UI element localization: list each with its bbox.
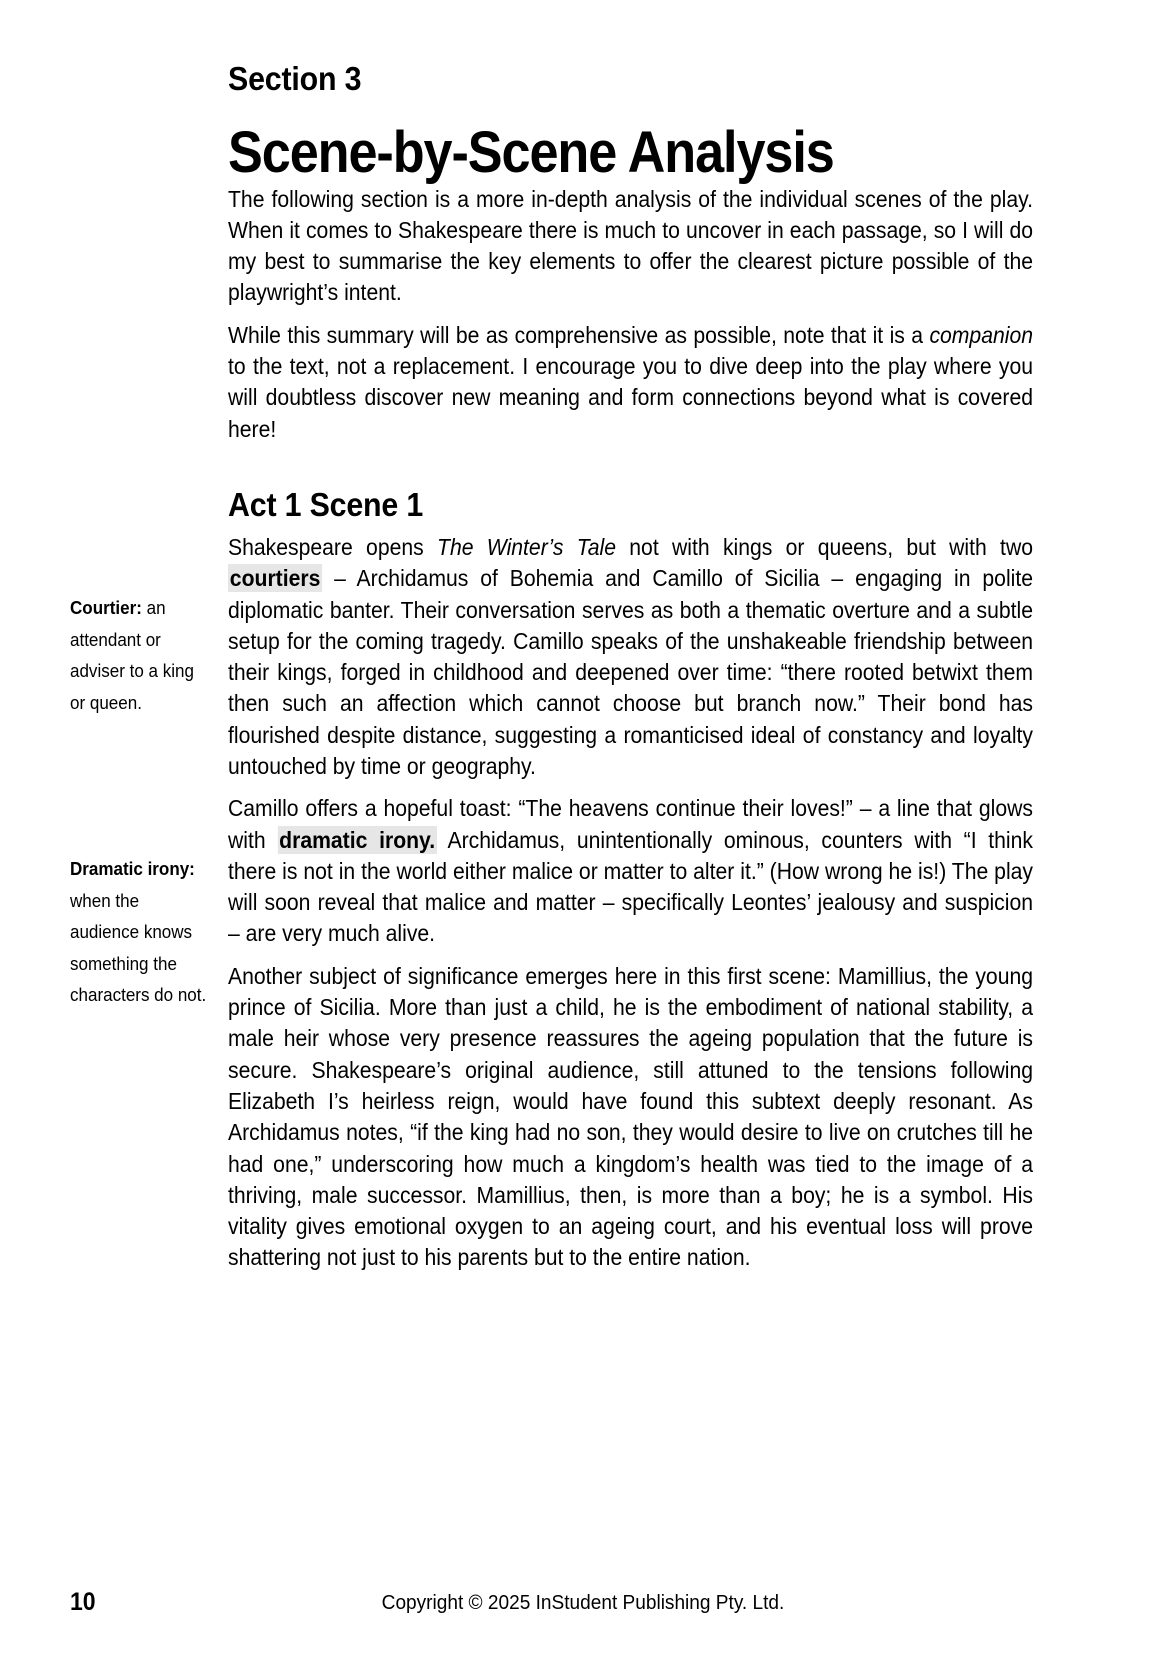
footer-copyright: Copyright © 2025 InStudent Publishing Pty. Ltd.: [381, 1591, 785, 1614]
p2-text-2: Archidamus, unintentionally ominous, counters with “I think there is not in the world either malice or matter to alter it.” (How wrong he is!) The play will soon reveal that malice and matter – specifically Leontes’ jealousy and suspicion – are very much alive.: [228, 826, 1034, 947]
section-label: Section 3: [228, 60, 362, 97]
page-title: Scene-by-Scene Analysis: [228, 119, 834, 185]
margin-note-dramatic-irony: [70, 853, 210, 1011]
key-term-courtiers: courtiers: [229, 565, 321, 592]
margin-note-term: Dramatic irony:: [70, 858, 195, 879]
p2-text-1: Camillo offers a hopeful toast: “The heavens continue their loves!” – a line that glows with: [228, 795, 1034, 853]
play-title-italic: The Winter’s Tale: [437, 533, 616, 560]
intro-p2-text-after: to the text, not a replacement. I encourage you to dive deep into the play where you will doubtless discover new meaning and form connections beyond what is covered here!: [228, 353, 1034, 442]
analysis-paragraph-1: [228, 532, 1033, 782]
analysis-paragraph-3: Another subject of significance emerges here in this first scene: Mamillius, the young prince of Sicilia. More than just a child, he is the embodiment of national stability, a male heir whose very presence reassures the ageing population that the future is secure. Shakespeare’s original audience, still attuned to the tensions following Elizabeth I’s heirless reign, would have found this subtext deeply resonant. As Archidamus notes, “if the king had no son, they would desire to live on crutches till he had one,” underscoring how much a kingdom’s health was tied to the image of a thriving, male successor. Mamillius, then, is more than a boy; he is a symbol. His vitality gives emotional oxygen to an ageing court, and his eventual loss will prove shattering not just to his parents but to the entire nation.: [228, 962, 1034, 1271]
margin-note-body: [70, 592, 209, 718]
footer-page-number: 10: [70, 1588, 96, 1616]
intro-p2-text-before: While this summary will be as comprehensive as possible, note that it is a: [228, 321, 930, 348]
margin-note-definition: an attendant or adviser to a king or queen.: [70, 597, 194, 713]
intro-p2-italic-term: companion: [929, 321, 1034, 348]
main-content-column: [228, 0, 1033, 1274]
margin-note-definition: when the audience knows something the characters do not.: [70, 889, 207, 1005]
p1-text-2: not with kings or queens, but with two: [615, 533, 1034, 560]
act-scene-heading: Act 1 Scene 1: [228, 485, 424, 523]
intro-paragraph-2: [228, 320, 1033, 445]
margin-note-term: Courtier:: [70, 597, 142, 618]
analysis-paragraph-2: [228, 793, 1033, 949]
margin-note-body: [70, 853, 209, 1011]
p1-text-1: Shakespeare opens: [228, 533, 438, 560]
margin-note-courtier: [70, 592, 210, 718]
intro-paragraph-1: The following section is a more in-depth analysis of the individual scenes of the play. When it comes to Shakespeare there is much to uncover in each passage, so I will do my best to summarise the key elements to offer the clearest picture possible of the playwright’s intent.: [228, 185, 1034, 306]
key-term-dramatic-irony: dramatic irony.: [279, 826, 436, 853]
page-footer: [70, 1588, 1096, 1618]
p1-text-3: – Archidamus of Bohemia and Camillo of Sicilia – engaging in polite diplomatic banter. Their conversation serves as both a thematic overture and a subtle setup for the coming tragedy. Camillo speaks of the unshakeable friendship between their kings, forged in childhood and deepened over time: “there rooted betwixt them then such an affection which cannot choose but branch now.” Their bond has flourished despite distance, suggesting a romanticised ideal of constancy and loyalty untouched by time or geography.: [228, 565, 1034, 779]
